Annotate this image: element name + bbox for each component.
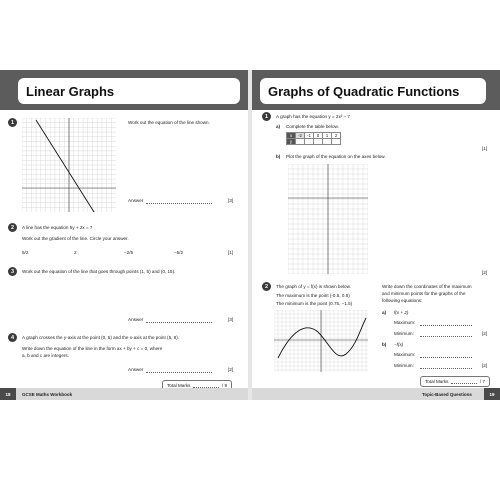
minimum-label: Minimum:: [394, 363, 414, 368]
function-graph: [274, 310, 368, 372]
table-cell: x: [287, 133, 296, 139]
q2b-label: b): [382, 342, 387, 347]
total-label: Total Marks: [167, 383, 191, 388]
answer-line[interactable]: [146, 372, 212, 373]
table-cell: 0: [314, 133, 323, 139]
q2-max-text: The maximum is the point (-0.5, 0.5): [276, 293, 350, 298]
question-number: 1: [262, 112, 271, 121]
page-number: 18: [0, 388, 16, 400]
table-input-cell[interactable]: [332, 139, 341, 145]
table-cell: y: [287, 139, 296, 145]
q2-instruction-3: following equations:: [382, 298, 423, 303]
q4-text: A graph crosses the y-axis at the point (0, 5) and the x-axis at the point (5, 8).: [22, 335, 180, 340]
q1b-marks: [2]: [482, 270, 488, 275]
q2-instruction-1: Write down the coordinates of the maximum: [382, 284, 472, 289]
option-3[interactable]: −2/5: [124, 250, 134, 255]
q3-text: Work out the equation of the line that goes through points (1, 5) and (0, 15).: [22, 269, 176, 274]
table-input-cell[interactable]: [323, 139, 332, 145]
q2-marks: [1]: [228, 250, 234, 255]
total-label: Total Marks: [425, 379, 449, 384]
maximum-label: Maximum:: [394, 320, 416, 325]
table-cell: 2: [332, 133, 341, 139]
q1a-text: Complete the table below.: [286, 124, 339, 129]
table-cell: 1: [323, 133, 332, 139]
q2a-marks: [2]: [482, 331, 488, 336]
right-page: [252, 70, 500, 400]
q3-marks: [3]: [228, 317, 234, 322]
table-cell: -2: [296, 133, 305, 139]
q1b-label: b): [276, 154, 281, 159]
q2a-equation: f(x + 2): [394, 310, 409, 315]
question-number: 4: [8, 333, 17, 342]
maximum-label: Maximum:: [394, 352, 416, 357]
page-title-box: [18, 78, 240, 104]
left-page: [0, 70, 248, 400]
q2-text: The graph of y = f(x) is shown below.: [276, 284, 351, 289]
q1a-marks: [1]: [482, 146, 488, 151]
table-input-cell[interactable]: [305, 139, 314, 145]
q1b-text: Plot the graph of the equation on the axes below.: [286, 154, 386, 159]
page-number: 19: [484, 388, 500, 400]
q2-text: A line has the equation 5y + 2x = 7: [22, 225, 93, 230]
q4-answer-label: Answer: [128, 367, 144, 372]
page-title-box: [260, 78, 486, 104]
question-number: 1: [8, 118, 17, 127]
option-4[interactable]: −5/2: [174, 250, 184, 255]
q2a-label: a): [382, 310, 387, 315]
question-number: 2: [8, 223, 17, 232]
maximum-answer-line[interactable]: [420, 357, 472, 358]
q3-answer-label: Answer: [128, 317, 144, 322]
quadratic-axes[interactable]: [288, 164, 368, 274]
minimum-label: Minimum:: [394, 331, 414, 336]
q2b-marks: [2]: [482, 363, 488, 368]
q2-min-text: The minimum is the point (0.75, −1.5): [276, 301, 353, 306]
minimum-answer-line[interactable]: [420, 336, 472, 337]
option-1[interactable]: 5/2: [22, 250, 29, 255]
linear-graph: [22, 118, 116, 212]
answer-line[interactable]: [146, 203, 212, 204]
q1-answer-label: Answer: [128, 198, 144, 203]
footer-title: Topic-Based Questions: [422, 392, 472, 397]
q1-text: Work out the equation of the line shown.: [128, 120, 210, 125]
values-table: [286, 132, 341, 145]
table-input-cell[interactable]: [314, 139, 323, 145]
q4-text-2: Write down the equation of the line in the form ax + by + c = 0, where: [22, 346, 163, 351]
q1a-label: a): [276, 124, 281, 129]
q2-instruction-2: and minimum points for the graphs of the: [382, 291, 466, 296]
footer-title: GCSE Maths Workbook: [22, 392, 73, 397]
total-marks-box: [420, 376, 490, 387]
maximum-answer-line[interactable]: [420, 325, 472, 326]
question-number: 2: [262, 282, 271, 291]
q4-marks: [2]: [228, 367, 234, 372]
question-number: 3: [8, 267, 17, 276]
total-value: / 9: [221, 383, 227, 388]
q2-text-2: Work out the gradient of the line. Circle your answer.: [22, 236, 129, 241]
q2b-equation: −f(x): [394, 342, 404, 347]
total-value: / 7: [479, 379, 485, 384]
answer-line[interactable]: [146, 322, 212, 323]
table-cell: -1: [305, 133, 314, 139]
q4-text-3: a, b and c are integers.: [22, 353, 69, 358]
q1-marks: [3]: [228, 198, 234, 203]
page-title: Graphs of Quadratic Functions: [268, 83, 460, 99]
q1-text: A graph has the equation y = 2x² − 7: [276, 114, 351, 119]
page-title: Linear Graphs: [26, 83, 115, 99]
option-2[interactable]: 2: [74, 250, 77, 255]
minimum-answer-line[interactable]: [420, 368, 472, 369]
plotted-line: [36, 120, 94, 212]
table-input-cell[interactable]: [296, 139, 305, 145]
